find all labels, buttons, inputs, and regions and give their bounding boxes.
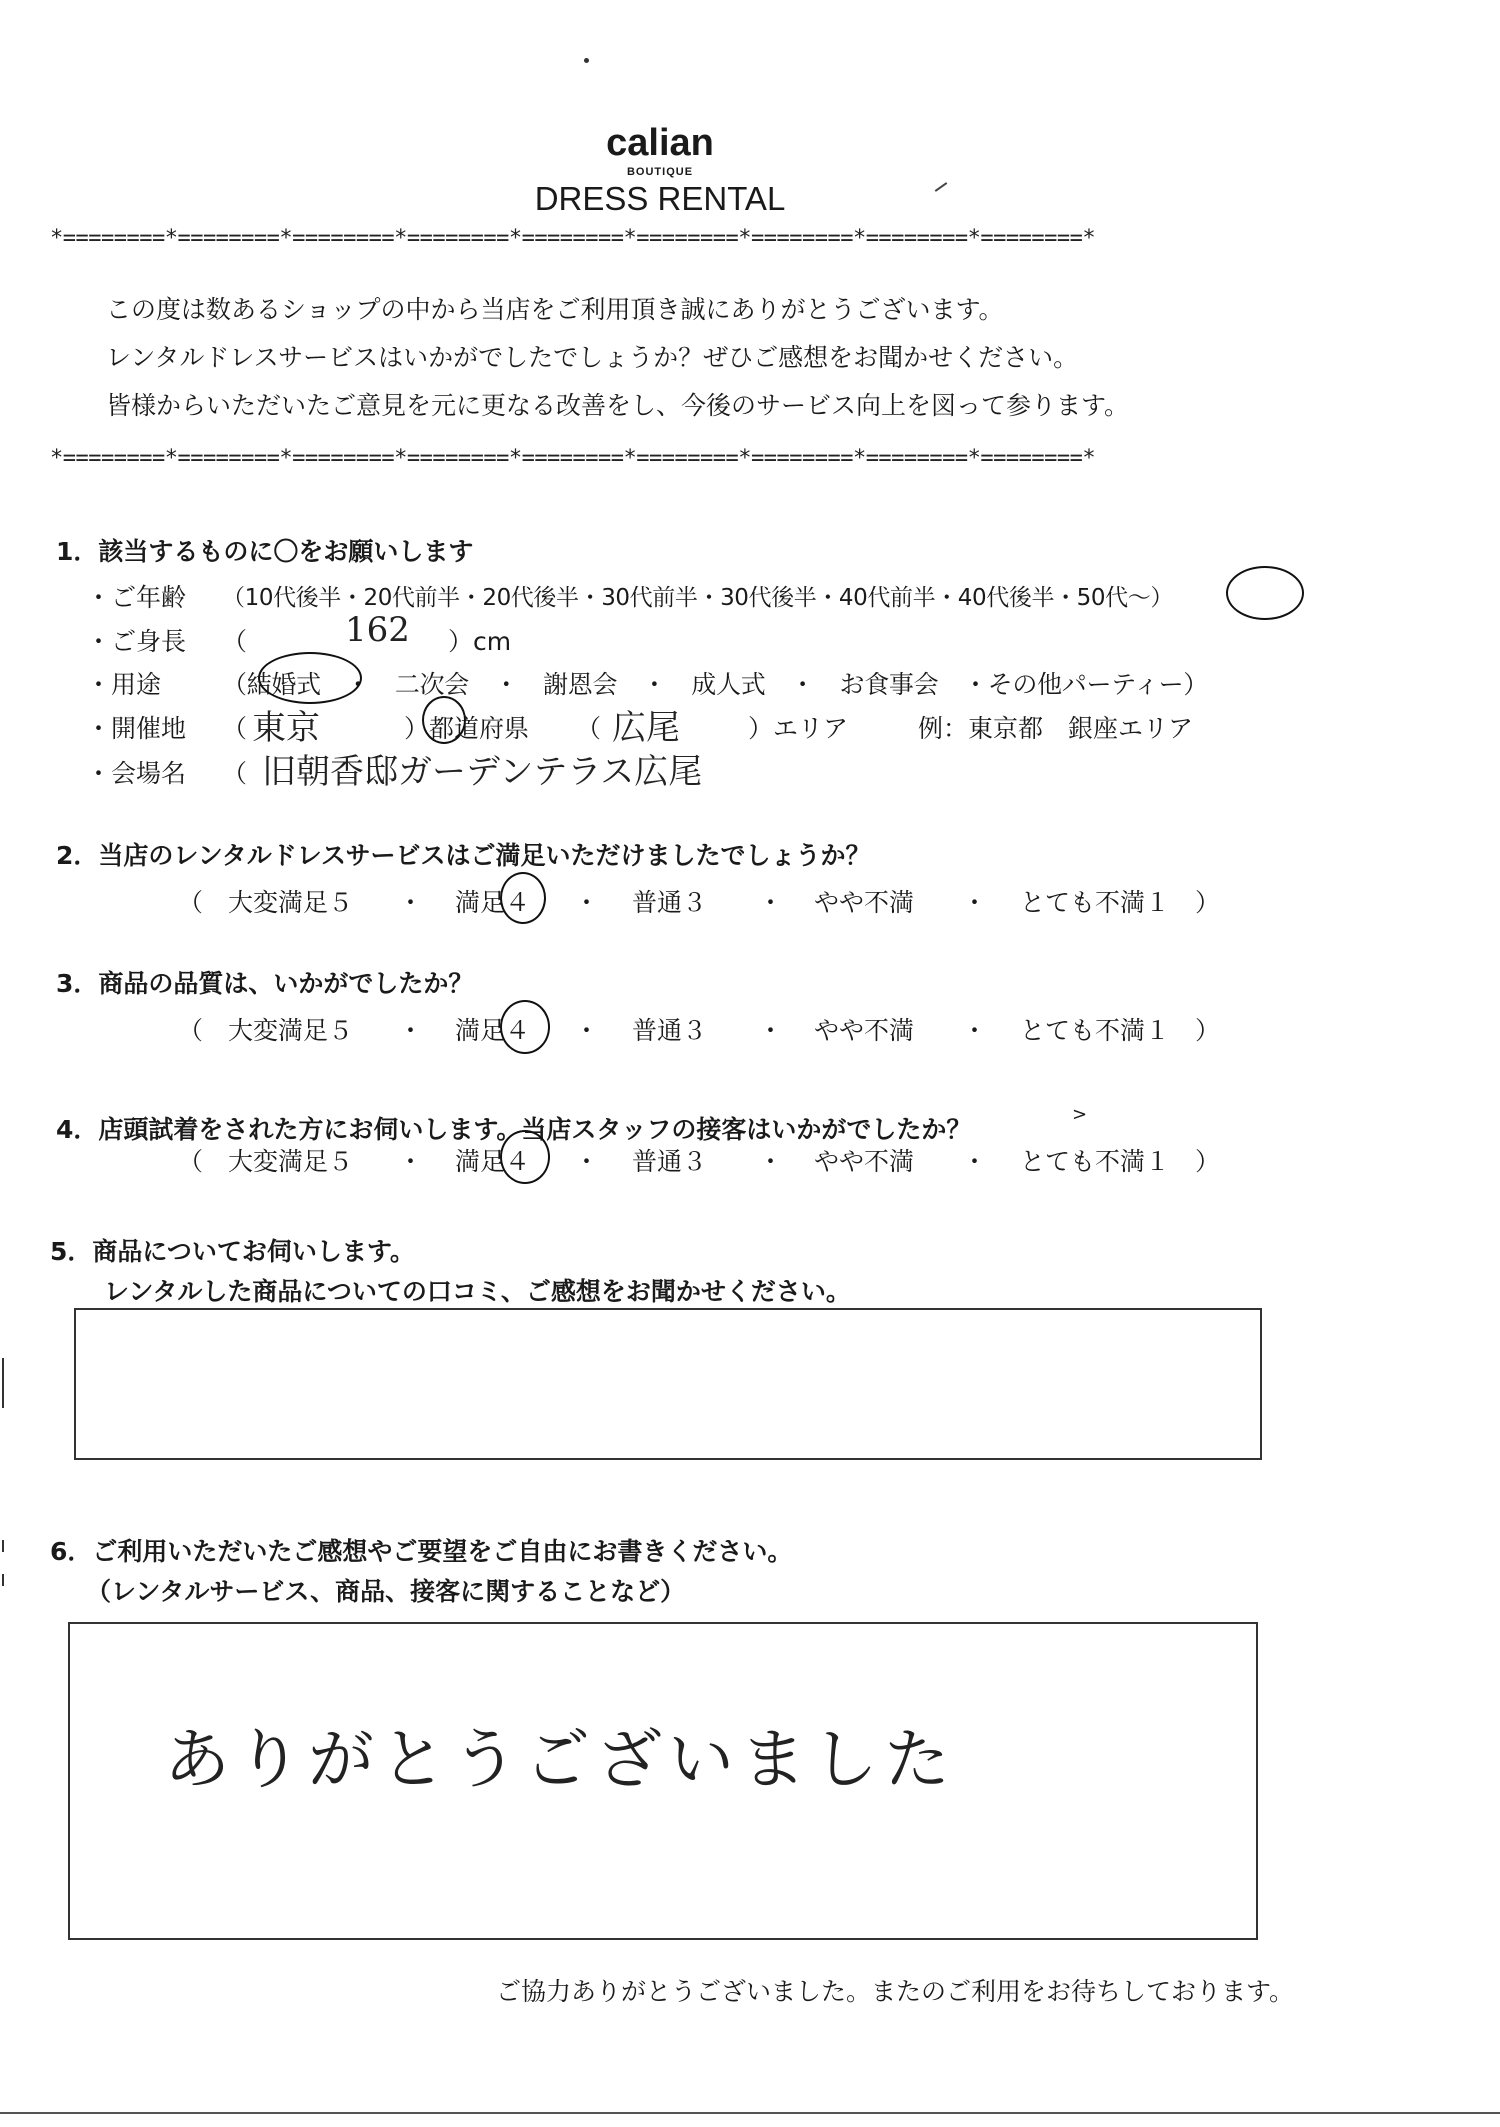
q2-option-very-satisfied: （ 大変満足５ xyxy=(178,888,354,917)
venue-name-value: 旧朝香邸ガーデンテラス広尾 xyxy=(262,752,703,792)
height-label: ・ご身長 xyxy=(86,627,187,656)
scan-mark xyxy=(935,182,948,192)
q3-option-very-dissatisfied: とても不満１ ） xyxy=(1020,1016,1221,1045)
venue-area-suffix: ）エリア xyxy=(748,714,849,743)
q3-title: 3．商品の品質は、いかがでしたか？ xyxy=(56,969,474,998)
q6-title: 6．ご利用いただいたご感想やご要望をご自由にお書きください。 xyxy=(50,1537,793,1566)
q5-answer-box[interactable] xyxy=(74,1308,1262,1460)
scan-speck xyxy=(584,58,589,63)
q4-option-normal: 普通３ xyxy=(632,1147,708,1176)
q1-title: 1．該当するものに〇をお願いします xyxy=(56,537,474,566)
q2-dot: ・ xyxy=(574,888,600,917)
intro-line-3: 皆様からいただいたご意見を元に更なる改善をし、今後のサービス向上を図って参ります。 xyxy=(106,391,1130,420)
venue-example: 例：東京都 銀座エリア xyxy=(918,714,1194,743)
venue-pref-suffix: ）都道府県 xyxy=(404,714,530,743)
age-options: （10代後半・20代前半・20代後半・30代前半・30代後半・40代前半・40代後半・50代～） xyxy=(222,585,1173,611)
q4-dot: ・ xyxy=(398,1147,424,1176)
q6-answer-box[interactable] xyxy=(68,1622,1258,1940)
q4-title: 4．店頭試着をされた方にお伺いします。当店スタッフの接客はいかがでしたか？ xyxy=(56,1115,972,1144)
venue-pref-open: （ xyxy=(222,714,248,743)
q4-dot: ・ xyxy=(758,1147,784,1176)
q4-option-very-satisfied: （ 大変満足５ xyxy=(178,1147,354,1176)
q4-option-very-dissatisfied: とても不満１ ） xyxy=(1020,1147,1221,1176)
separator-bottom: *========*========*========*========*========*========*========*========*========* xyxy=(50,446,1096,471)
scan-bottom-edge xyxy=(0,2112,1500,2114)
q3-dot: ・ xyxy=(758,1016,784,1045)
brand-logo: calian xyxy=(606,122,714,164)
q2-option-very-dissatisfied: とても不満１ ） xyxy=(1020,888,1221,917)
venue-area-label: ・開催地 xyxy=(86,714,187,743)
q2-option-slightly-dissatisfied: やや不満 xyxy=(814,888,915,917)
height-open: （ xyxy=(222,627,248,656)
venue-name-open: （ xyxy=(222,759,248,788)
q3-selected-circle xyxy=(500,1000,550,1054)
q4-option-satisfied: 満足４ xyxy=(455,1147,531,1176)
purpose-options: （結婚式 ・ 二次会 ・ 謝恩会 ・ 成人式 ・ お食事会 ・その他パーティー） xyxy=(222,670,1209,699)
scan-edge-mark xyxy=(2,1574,4,1586)
q3-dot: ・ xyxy=(574,1016,600,1045)
scan-edge-mark xyxy=(2,1358,4,1408)
purpose-label: ・用途 xyxy=(86,670,162,699)
q2-dot: ・ xyxy=(398,888,424,917)
q2-dot: ・ xyxy=(758,888,784,917)
q2-option-satisfied: 満足４ xyxy=(455,888,531,917)
venue-area-value: 広尾 xyxy=(612,708,680,748)
height-value: 162 xyxy=(345,610,410,650)
venue-area-open: （ xyxy=(576,714,602,743)
venue-pref-selected-circle xyxy=(422,696,466,744)
q4-selected-circle xyxy=(500,1130,550,1184)
separator-top: *========*========*========*========*========*========*========*========*========* xyxy=(50,226,1096,251)
q5-subtitle: レンタルした商品についての口コミ、ご感想をお聞かせください。 xyxy=(104,1277,851,1306)
age-selected-circle xyxy=(1226,566,1304,620)
age-label: ・ご年齢 xyxy=(86,583,187,612)
service-title: DRESS RENTAL xyxy=(534,180,786,217)
q6-answer-text: ありがとうございました xyxy=(164,1721,956,1798)
q2-option-normal: 普通３ xyxy=(632,888,708,917)
footer-message: ご協力ありがとうございました。またのご利用をお待ちしております。 xyxy=(496,1977,1295,2006)
q2-title: 2．当店のレンタルドレスサービスはご満足いただけましたでしょうか？ xyxy=(56,841,871,870)
scan-edge-mark xyxy=(2,1540,4,1552)
q3-option-slightly-dissatisfied: やや不満 xyxy=(814,1016,915,1045)
q2-dot: ・ xyxy=(962,888,988,917)
q2-selected-circle xyxy=(500,872,546,924)
q4-option-slightly-dissatisfied: やや不満 xyxy=(814,1147,915,1176)
purpose-selected-circle xyxy=(258,652,362,704)
q3-dot: ・ xyxy=(398,1016,424,1045)
height-unit: ）cm xyxy=(448,627,512,656)
q3-option-very-satisfied: （ 大変満足５ xyxy=(178,1016,354,1045)
q3-option-satisfied: 満足４ xyxy=(455,1016,531,1045)
venue-name-label: ・会場名 xyxy=(86,759,187,788)
q4-dot: ・ xyxy=(962,1147,988,1176)
venue-pref-value: 東京 xyxy=(252,708,320,748)
intro-line-1: この度は数あるショップの中から当店をご利用頂き誠にありがとうございます。 xyxy=(106,295,1004,324)
brand-subtitle: BOUTIQUE xyxy=(626,166,694,178)
q3-dot: ・ xyxy=(962,1016,988,1045)
q6-subtitle: （レンタルサービス、商品、接客に関することなど） xyxy=(86,1577,686,1606)
q5-title: 5．商品についてお伺いします。 xyxy=(50,1237,415,1266)
q4-dot: ・ xyxy=(574,1147,600,1176)
q3-option-normal: 普通３ xyxy=(632,1016,708,1045)
intro-line-2: レンタルドレスサービスはいかがでしたでしょうか？ぜひご感想をお聞かせください。 xyxy=(106,343,1079,372)
scan-mark: > xyxy=(1072,1104,1088,1125)
